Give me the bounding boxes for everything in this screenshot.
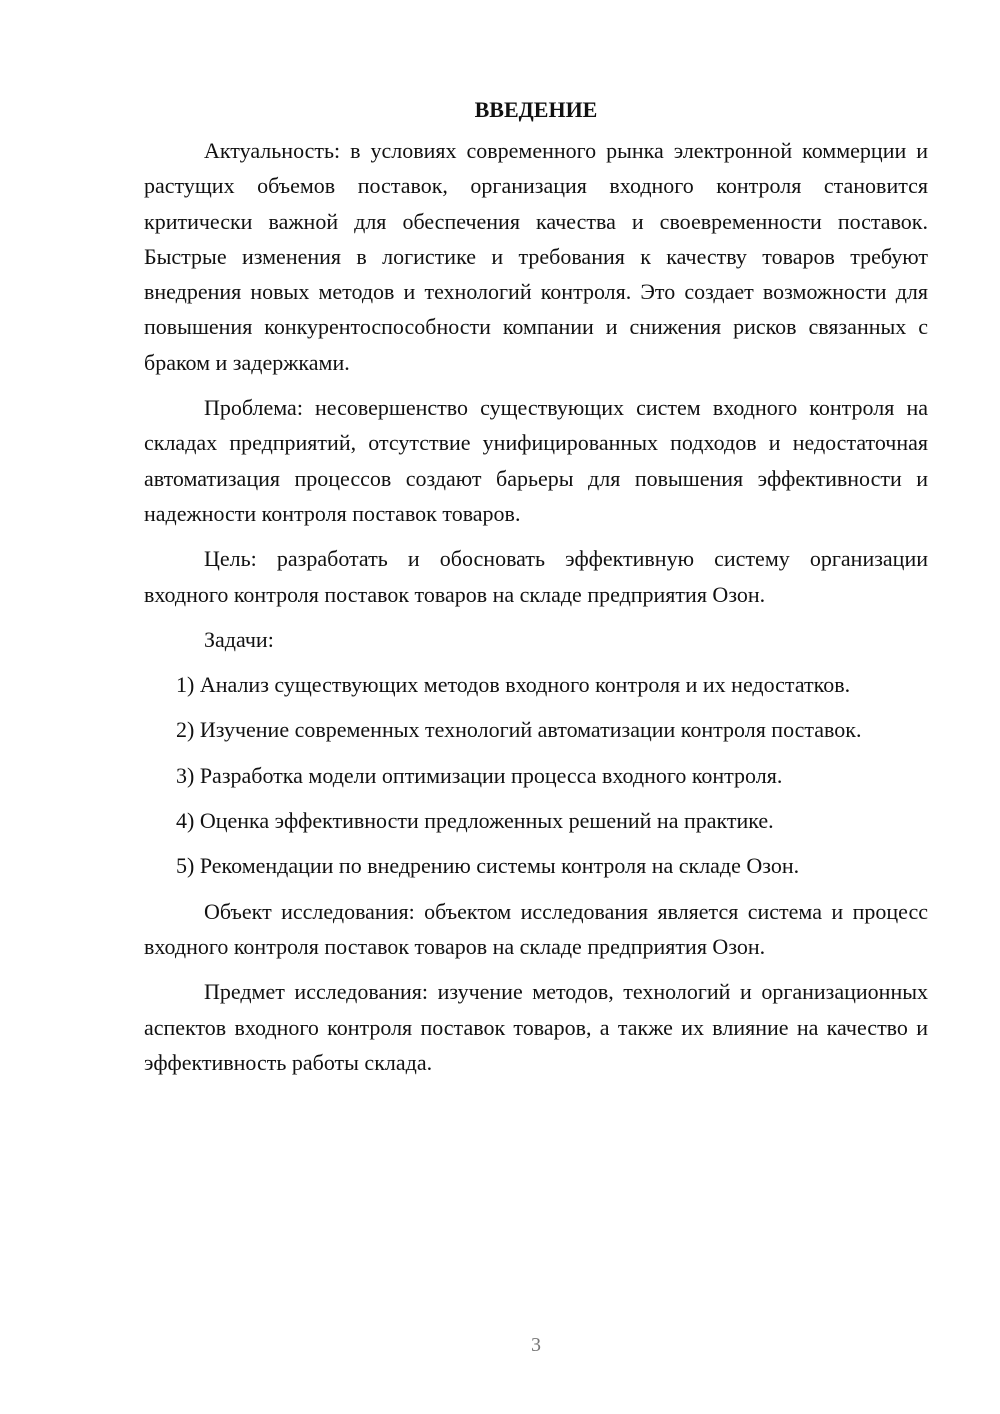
problem-paragraph: Проблема: несовершенство существующих систем входного контроля на складах предприятий, отсутствие унифицированных подходов и недостаточная автоматизация процессов создают барьеры для повышения эффективности и надежности контроля поставок товаров. xyxy=(144,395,928,526)
task-item-5: 5) Рекомендации по внедрению системы контроля на складе Озон. xyxy=(176,853,800,879)
object-paragraph: Объект исследования: объектом исследования является система и процесс входного контроля поставок товаров на складе предприятия Озон. xyxy=(144,898,928,959)
page-title: ВВЕДЕНИЕ xyxy=(474,97,598,122)
task-item-1: 1) Анализ существующих методов входного контроля и их недостатков. xyxy=(176,672,851,698)
task-item-4: 4) Оценка эффективности предложенных решений на практике. xyxy=(176,808,774,834)
subject-paragraph: Предмет исследования: изучение методов, технологий и организационных аспектов входного контроля поставок товаров, а также их влияние на качество и эффективность работы склада. xyxy=(144,979,928,1075)
page-number: 3 xyxy=(531,1334,541,1356)
tasks-label: Задачи: xyxy=(204,626,274,652)
relevance-paragraph: Актуальность: в условиях современного рынка электронной коммерции и растущих объемов поставок, организация входного контроля становится критически важной для обеспечения качества и своевременности поставок. Быстрые изменения в логистике и требования к качеству товаров требуют внедрения новых методов и технологий контроля. Это создает возможности для повышения конкурентоспособности компании и снижения рисков связанных с браком и задержками. xyxy=(144,138,928,375)
task-item-3: 3) Разработка модели оптимизации процесса входного контроля. xyxy=(176,762,783,788)
page-content xyxy=(144,92,928,1080)
goal-paragraph: Цель: разработать и обосновать эффективную систему организации входного контроля поставок товаров на складе предприятия Озон. xyxy=(144,546,928,607)
task-item-2: 2) Изучение современных технологий автоматизации контроля поставок. xyxy=(176,717,862,743)
